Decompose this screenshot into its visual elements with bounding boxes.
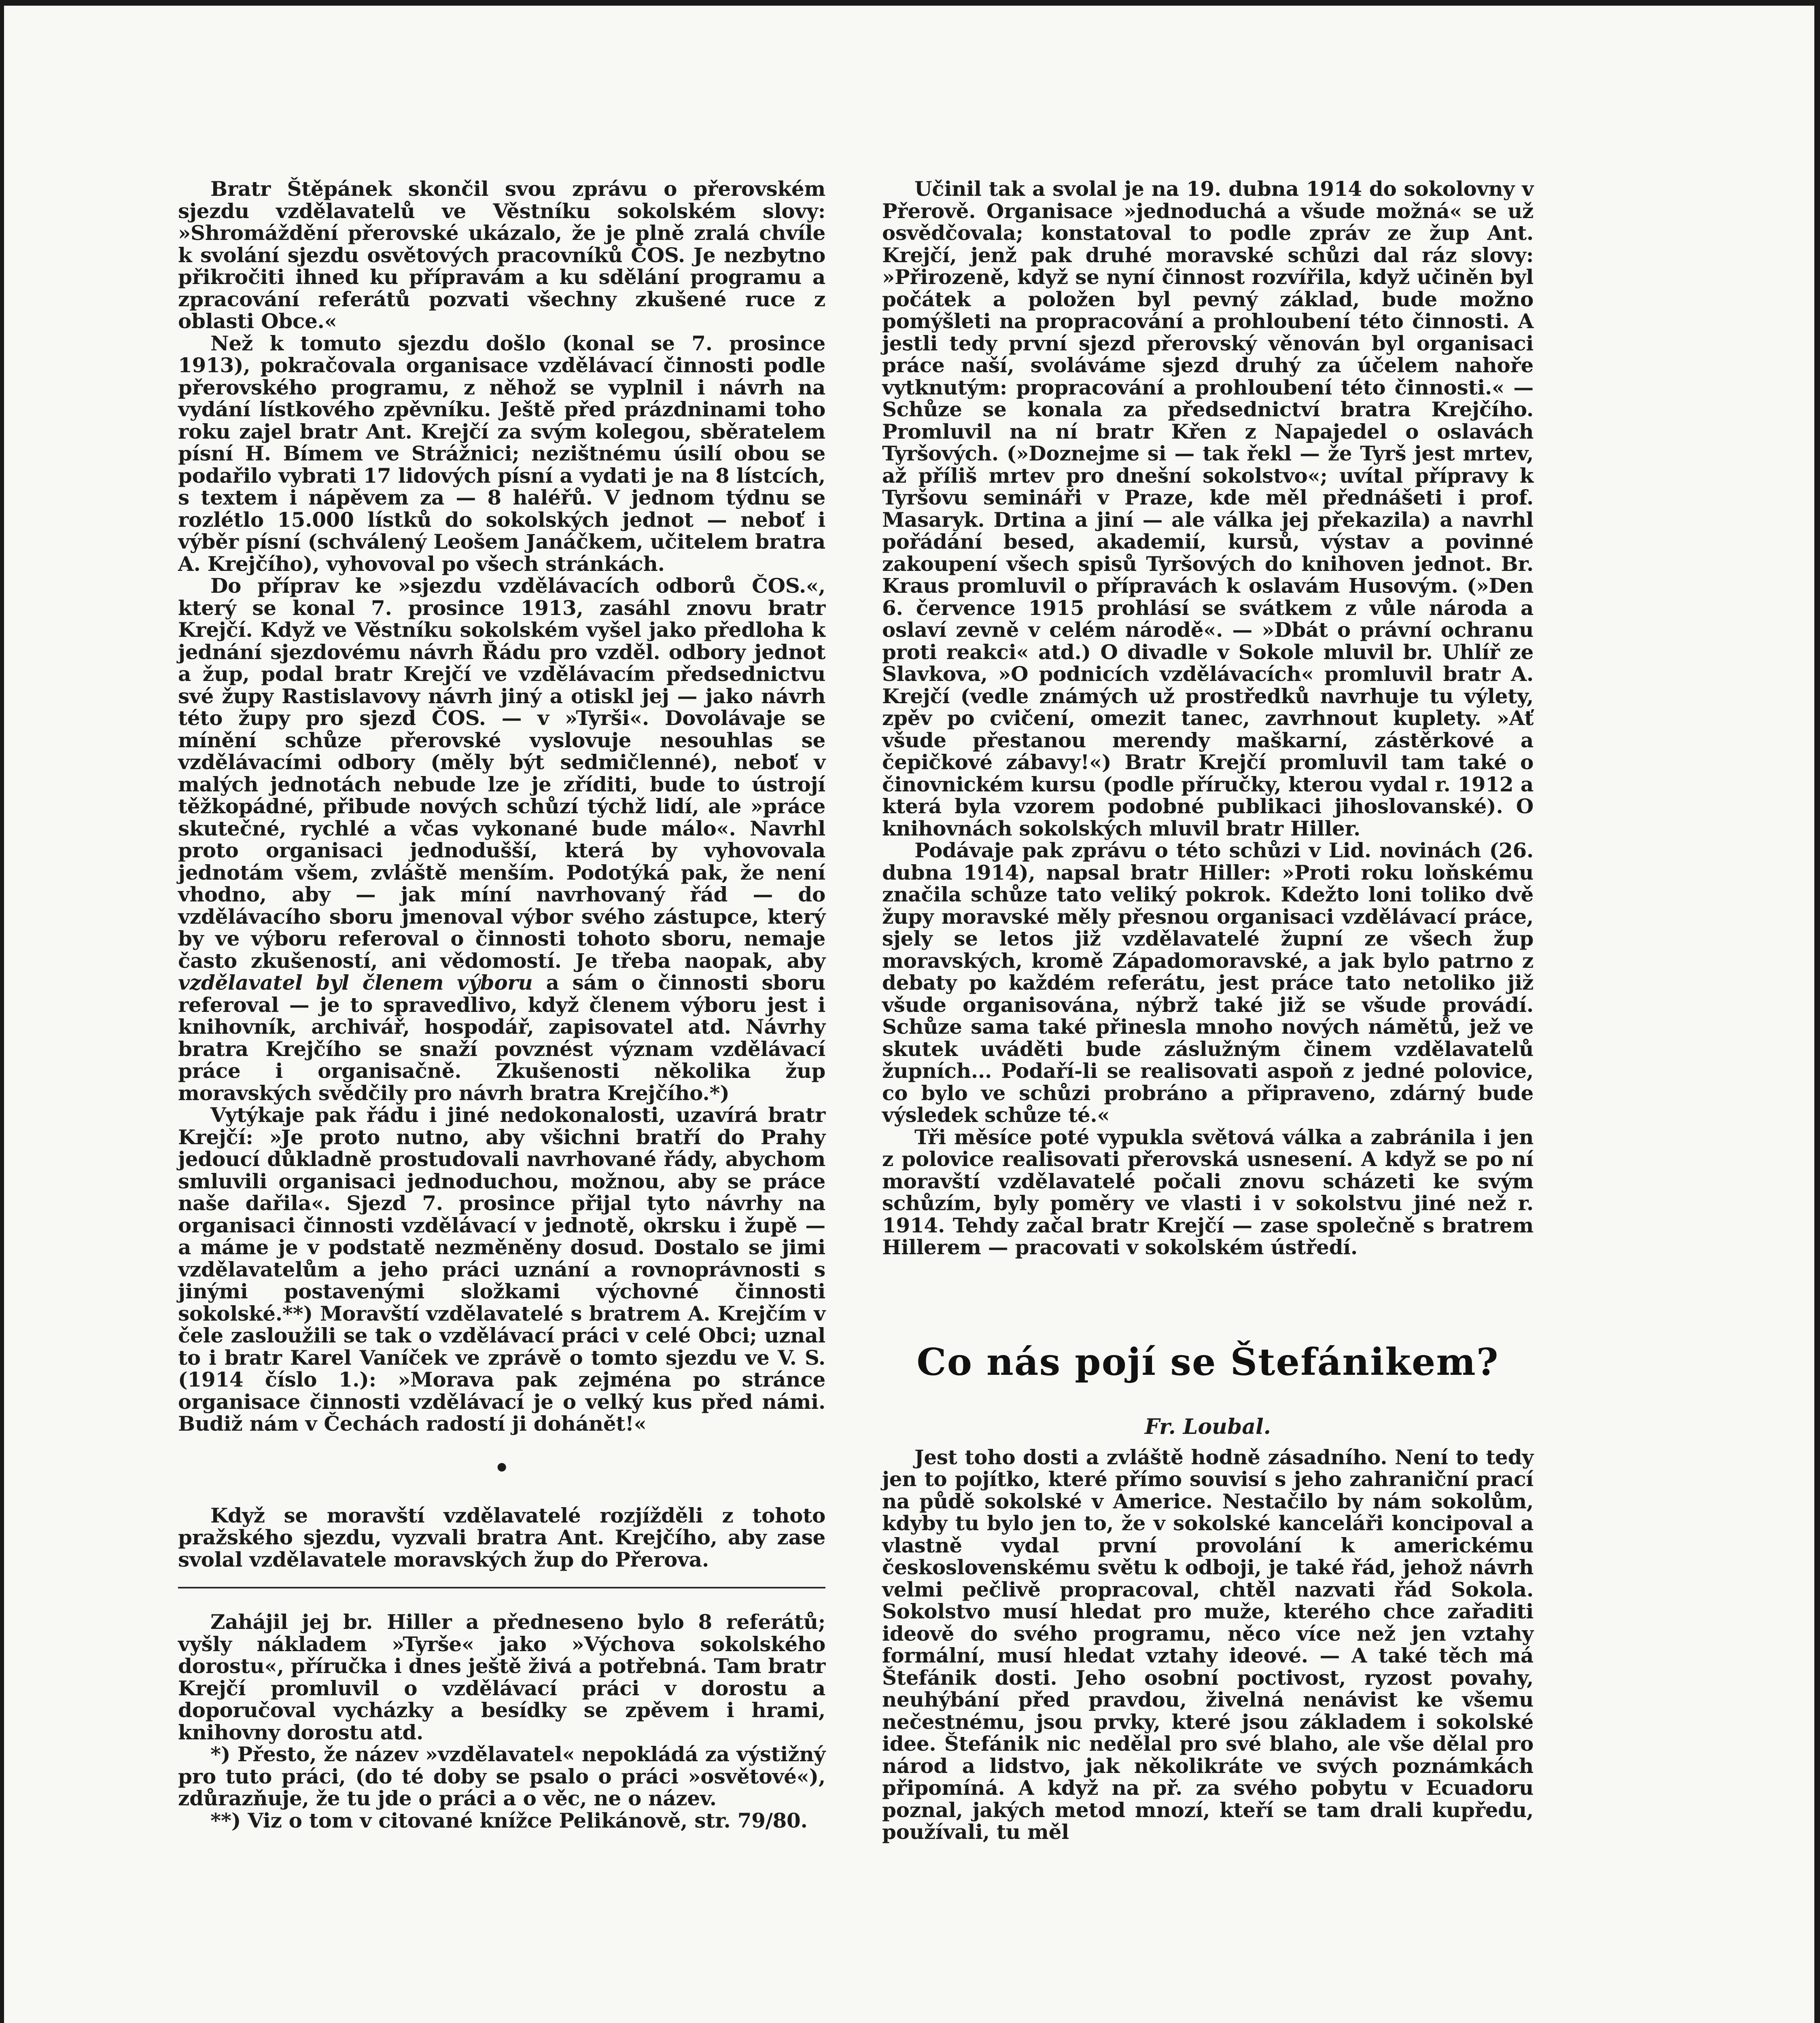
section-bullet: • [494,1454,510,1482]
scan-border-top [0,0,1820,6]
paragraph: Než k tomuto sjezdu došlo (konal se 7. prosince 1913), pokračovala organisace vzdělávací činnosti podle přerovského programu, z něhož se vyplnil i návrh na vydání lístkového zpěvníku. Ještě před prázdninami toho roku zajel bratr Ant. Krejčí za svým kolegou, sběratelem písní H. Bímem ve Strážnici; nezištnému úsilí obou se podařilo vybrati 17 lidových písní a vydati je na 8 lístcích, s textem i nápěvem za — 8 haléřů. V jednom týdnu se rozlétlo 15.000 lístků do sokolských jednot — neboť i výběr písní (schválený Leošem Janáčkem, učitelem bratra A. Krejčího), vyhovoval po všech stránkách. [178,331,825,576]
footnote: *) Přesto, že název »vzdělavatel« nepokládá za výstižný pro tuto práci, (do té doby se psalo o práci »osvětové«), zdůrazňuje, že tu jde o práci a o věc, ne o název. [178,1742,825,1810]
left-column [178,178,825,1832]
emphasized-phrase: vzdělavatel byl členem výboru [178,971,533,995]
paragraph: Do příprav ke »sjezdu vzdělávacích odborů ČOS.«, který se konal 7. prosince 1913, zasáhl znovu bratr Krejčí. Když ve Věstníku sokolském vyšel jako předloha k jednání sjezdovému návrh Řádu pro vzděl. odbory jednot a žup, podal bratr Krejčí ve vzdělávacím předsednictvu své župy Rastislavovy návrh jiný a otiskl jej — jako návrh této župy pro sjezd ČOS. — v »Tyrši«. Dovolávaje se mínění schůze přerovské vyslovuje nesouhlas se vzdělávacími odbory (měly být sedmičlenné), neboť v malých jednotách nebude lze je zříditi, bude to ústrojí těžkopádné, přibude nových schůzí týchž lidí, ale »práce skutečné, rychlé a včas vykonané bude málo«. Navrhl proto organisaci jednodušší, která by vyhovovala jednotám všem, zvláště menším. Podotýká pak, že není vhodno, aby — jak míní navrhovaný řád — do vzdělávacího sboru jmenoval výbor svého zástupce, který by ve výboru referoval o činnosti tohoto sboru, nemaje často zkušeností, ani vědomostí. Je třeba naopak, aby vzdělavatel byl členem výboru a sám o činnosti sboru referoval — je to spravedlivo, když členem výboru jest i knihovník, archivář, hospodář, zapisovatel atd. Návrhy bratra Krejčího se snaží povznést význam vzdělávací práce i organisačně. Zkušenosti několika žup moravských svědčily pro návrh bratra Krejčího.*) [178,574,825,1105]
paragraph: Bratr Štěpánek skončil svou zprávu o přerovském sjezdu vzdělavatelů ve Věstníku sokolském slovy: »Shromáždění přerovské ukázalo, že je plně zralá chvíle k svolání sjezdu osvětových pracovníků ČOS. Je nezbytno přikročiti ihned ku přípravám a ku sdělání programu a zpracování referátů pozvati všechny zkušené ruce z oblasti Obce.« [178,177,825,333]
paragraph: Podávaje pak zprávu o této schůzi v Lid. novinách (26. dubna 1914), napsal bratr Hiller: »Proti roku loňskému značila schůze tato veliký pokrok. Kdežto loni toliko dvě župy moravské měly přesnou organisaci vzdělávací práce, sjely se letos již vzdělavatelé župní ze všech žup moravských, kromě Západomoravské, a jak bylo patrno z debaty po každém referátu, jest práce tato netoliko již všude organisována, nýbrž také již se všude provádí. Schůze sama také přinesla mnoho nových námětů, jež ve skutek uváděti bude záslužným činem vzdělavatelů župních... Podaří-li se realisovati aspoň z jedné polovice, co bylo ve schůzi probráno a připraveno, zdárný bude výsledek schůze té.« [882,838,1534,1127]
paragraph: Zahájil jej br. Hiller a předneseno bylo 8 referátů; vyšly nákladem »Tyrše« jako »Výchova sokolského dorostu«, příručka i dnes ještě živá a potřebná. Tam bratr Krejčí promluvil o vzdělávací práci v dorostu a doporučoval vycházky a besídky se zpěvem i hrami, knihovny dorostu atd. [178,1610,826,1744]
paragraph: Když se moravští vzdělavatelé rozjížděli z tohoto pražského sjezdu, vyzvali bratra Ant. Krejčího, aby zase svolal vzdělavatele moravských žup do Přerova. [178,1503,825,1571]
paragraph: Tři měsíce poté vypukla světová válka a zabránila i jen z polovice realisovati přerovská usnesení. A když se po ní moravští vzdělavatelé počali znovu scházeti ke svým schůzím, byly poměry ve vlasti i v sokolstvu jiné než r. 1914. Tehdy začal bratr Krejčí — zase společně s bratrem Hillerem — pracovati v sokolském ústředí. [882,1125,1534,1259]
article-title: Co nás pojí se Štefánikem? [916,1340,1499,1384]
right-column [882,178,1534,1843]
scan-border-left [0,0,4,2023]
paragraph: Vytýkaje pak řádu i jiné nedokonalosti, uzavírá bratr Krejčí: »Je proto nutno, aby všichni bratří do Prahy jedoucí důkladně prostudovali navrhované řády, abychom smluvili organisaci jednoduchou, možnou, aby se práce naše dařila«. Sjezd 7. prosince přijal tyto návrhy na organisaci činnosti vzdělávací v jednotě, okrsku i župě — a máme je v podstatě nezměněny dosud. Dostalo se jimi vzdělavatelům a jeho práci uznání a rovnoprávnosti s jinými postavenými složkami výchovné činnosti sokolské.**) Moravští vzdělavatelé s bratrem A. Krejčím v čele zasloužili se tak o vzdělávací práci v celé Obci; uznal to i bratr Karel Vaníček ve zprávě o tomto sjezdu ve V. S. (1914 číslo 1.): »Morava pak zejména po stránce organisace činnosti vzdělávací je o velký kus před námi. Budiž nám v Čechách radostí ji dohánět!« [178,1103,825,1436]
paragraph: Učinil tak a svolal je na 19. dubna 1914 do sokolovny v Přerově. Organisace »jednoduchá a všude možná« se už osvědčovala; konstatoval to podle zpráv ze žup Ant. Krejčí, jenž pak druhé moravské schůzi dal ráz slovy: »Přirozeně, když se nyní činnost rozvířila, když učiněn byl počátek a položen byl pevný základ, bude možno pomýšleti na propracování a prohloubení této činnosti. A jestli tedy první sjezd přerovský věnován byl organisaci práce naší, svoláváme sjezd druhý za účelem nahoře vytknutým: propracování a prohloubení této činnosti.« — Schůze se konala za předsednictví bratra Krejčího. Promluvil na ní bratr Křen z Napajedel o oslavách Tyršových. (»Doznejme si — tak řekl — že Tyrš jest mrtev, až příliš mrtev pro dnešní sokolstvo«; uvítal přípravy k Tyršovu semináři v Praze, kde měl přednášeti i prof. Masaryk. Drtina a jiní — ale válka jej překazila) a navrhl pořádání besed, akademií, kursů, výstav a povinné zakoupení všech spisů Tyršových do knihoven jednot. Br. Kraus promluvil o přípravách k oslavám Husovým. (»Den 6. července 1915 prohlásí se svátkem z vůle národa a oslaví zevně v celém národě«. — »Dbát o právní ochranu proti reakci« atd.) O divadle v Sokole mluvil br. Uhlíř ze Slavkova, »O podnicích vzdělávacích« promluvil bratr A. Krejčí (vedle známých už prostředků navrhuje tu výlety, zpěv po cvičení, omezit tanec, zavrhnout kuplety. »Ať všude přestanou merendy maškarní, zástěrkové a čepičkové zábavy!«) Bratr Krejčí promluvil tam také o činovnickém kursu (podle příručky, kterou vydal r. 1912 a která byla vzorem podobné publikaci jihoslovanské). O knihovnách sokolských mluvil bratr Hiller. [882,177,1534,840]
paragraph: Jest toho dosti a zvláště hodně zásadního. Není to tedy jen to pojítko, které přímo souvisí s jeho zahraniční prací na půdě sokolské v Americe. Nestačilo by nám sokolům, kdyby tu bylo jen to, že v sokolské kanceláři koncipoval a vlastně vydal první provolání k americkému československému světu k odboji, je také řád, jehož návrh velmi pečlivě propracoval, chtěl nazvati řád Sokola. Sokolstvo musí hledat pro muže, kterého chce zařaditi ideově do svého programu, něco více než jen vztahy formální, musí hledat vztahy ideové. — A také těch má Štefánik dosti. Jeho osobní poctivost, ryzost povahy, neuhýbání před pravdou, živelná nenávist ke všemu nečestnému, jsou prvky, které jsou základem i sokolské idee. Štefánik nic nedělal pro své blaho, ale vše dělal pro národ a lidstvo, jak několikráte ve svých poznámkách připomíná. A když na př. za svého pobytu v Ecuadoru poznal, jakých metod mnozí, kteří se tam drali kupředu, používali, tu měl [882,1445,1534,1844]
scan-border-right [1814,0,1820,2023]
article-author: Fr. Loubal. [1145,1414,1271,1439]
section-rule [178,1587,825,1588]
footnote: **) Viz o tom v citované knížce Pelikánově, str. 79/80. [210,1808,808,1832]
